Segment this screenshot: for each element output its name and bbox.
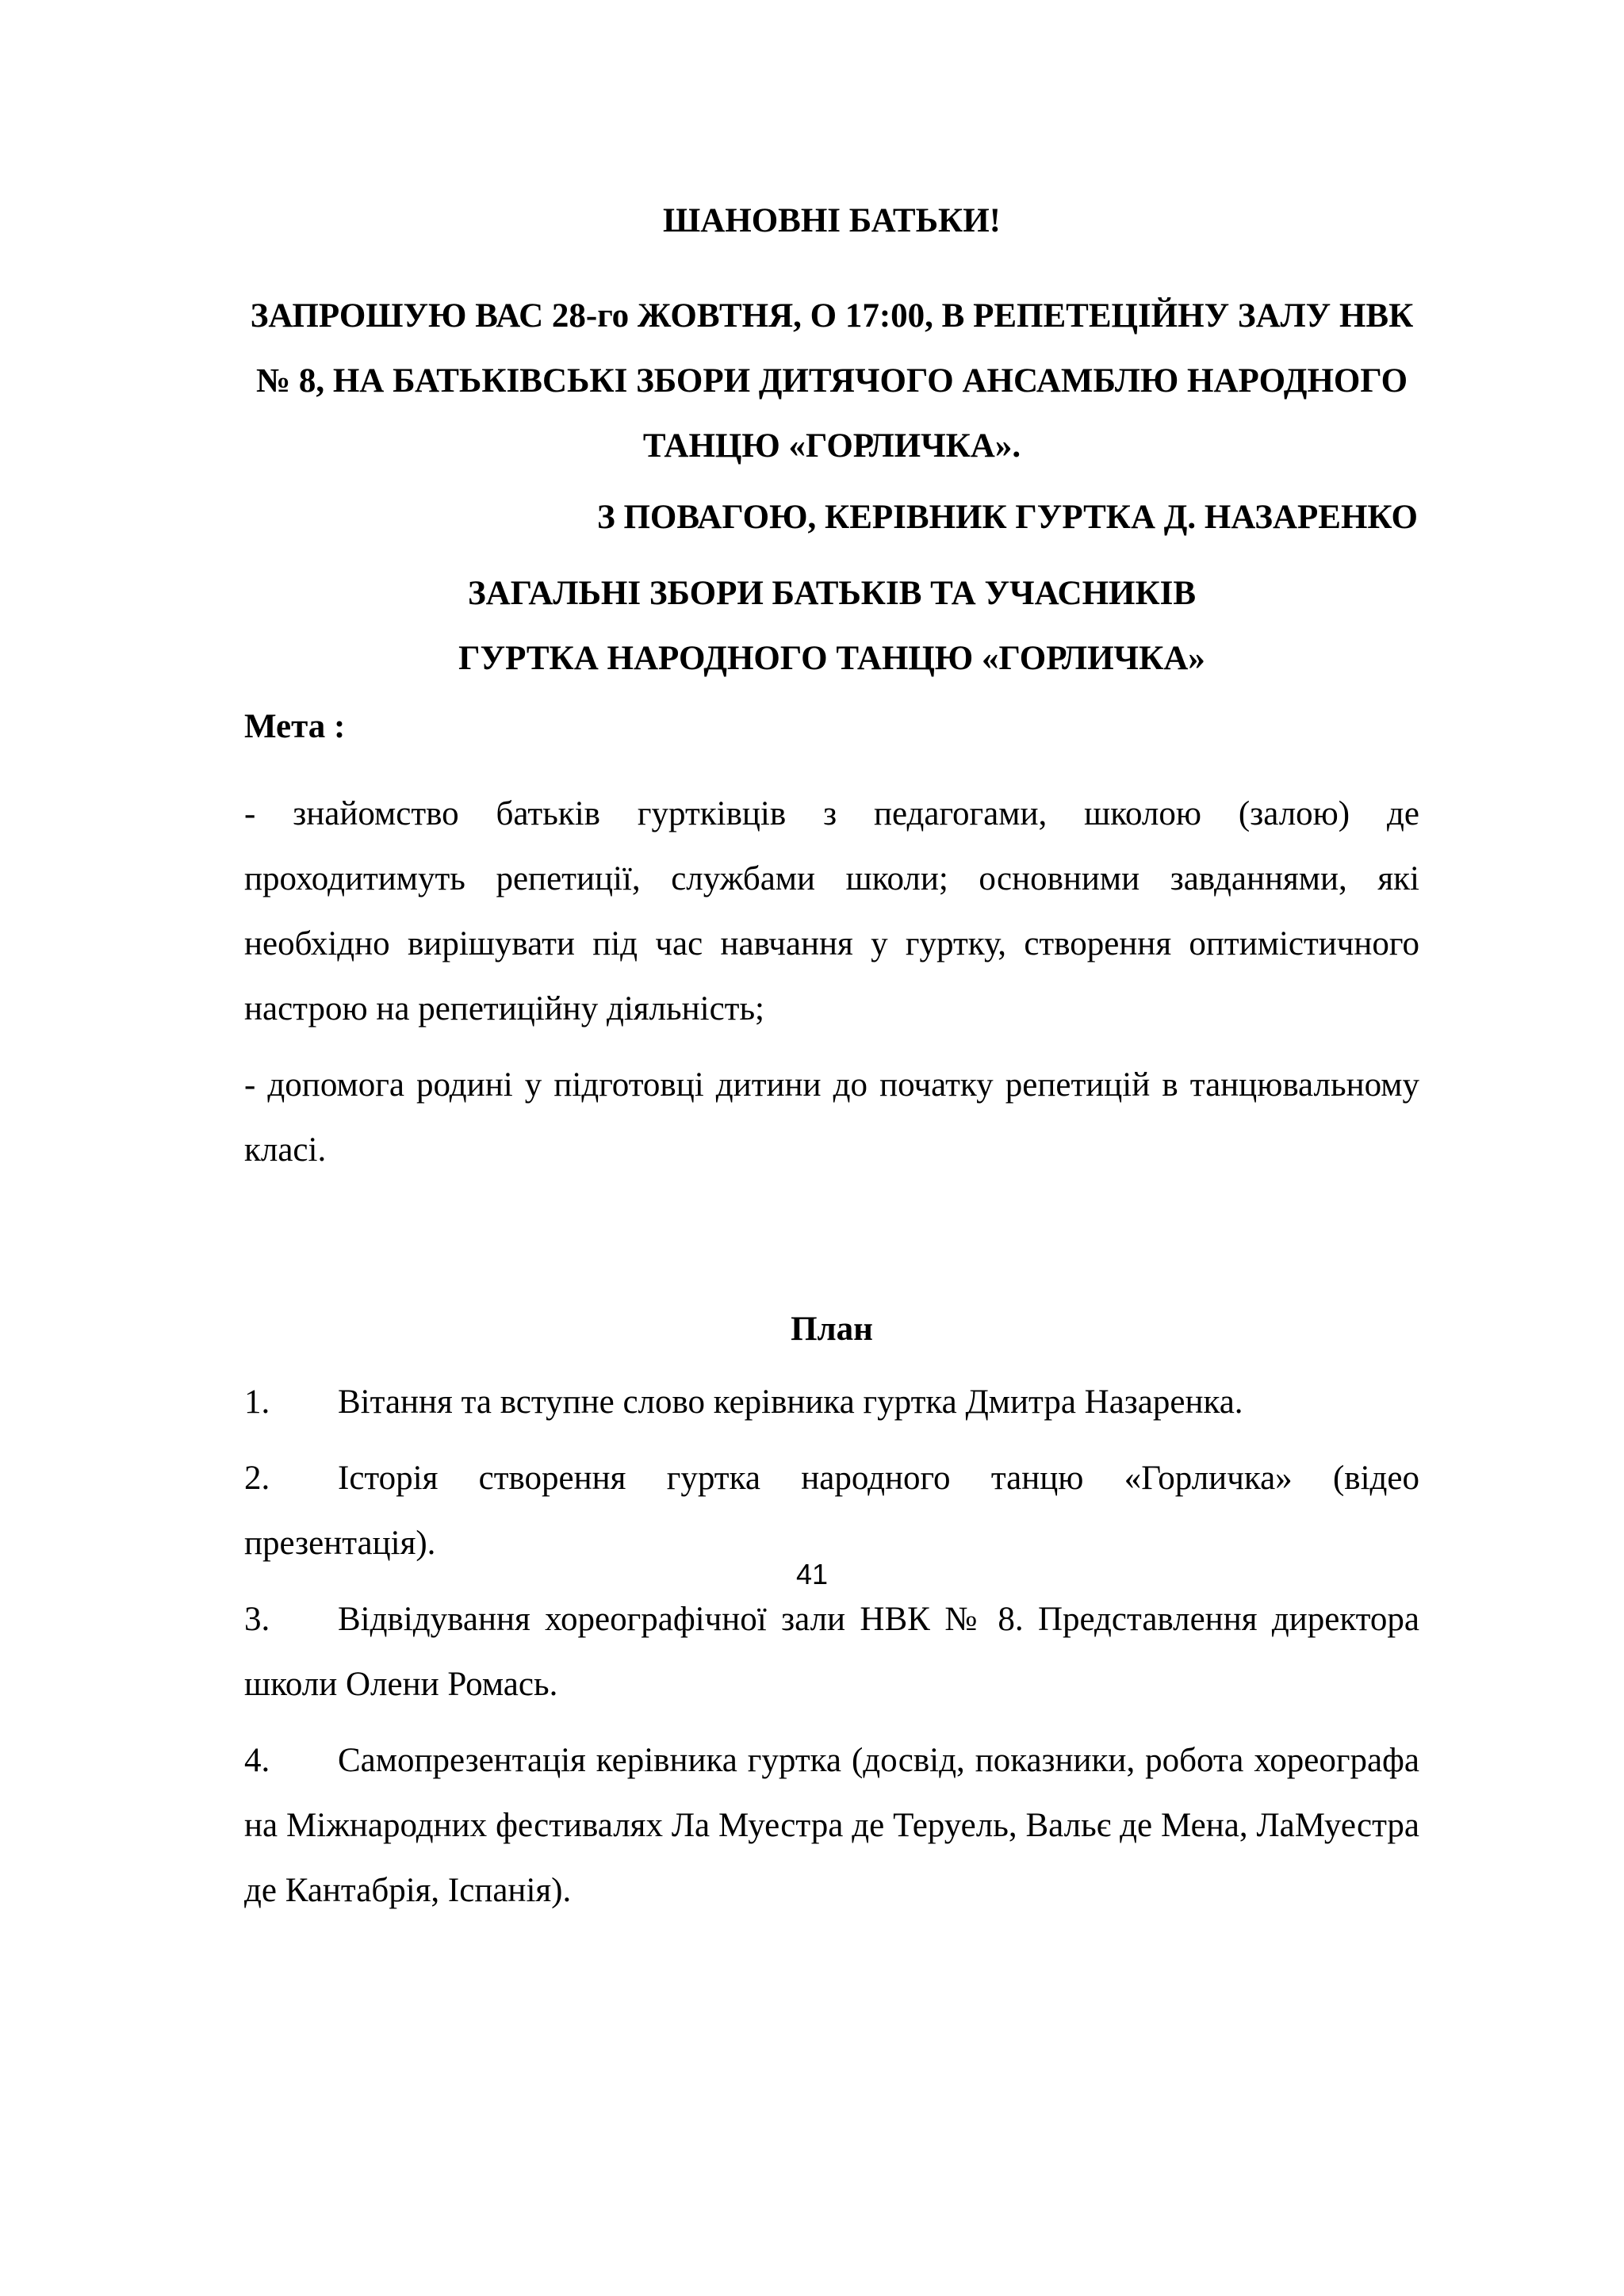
plan-item-number: 3. (244, 1601, 270, 1638)
plan-item-number: 4. (244, 1742, 270, 1779)
invitation-text: ЗАПРОШУЮ ВАС 28-го ЖОВТНЯ, О 17:00, В РЕПЕТЕЦІЙНУ ЗАЛУ НВК № 8, НА БАТЬКІВСЬКІ ЗБОРИ ДИТЯЧОГО АНСАМБЛЮ НАРОДНОГО ТАНЦЮ «ГОРЛИЧКА». (250, 297, 1414, 465)
plan-item-number: 2. (244, 1460, 270, 1497)
plan-item-text: Вітання та вступне слово керівника гуртка Дмитра Назаренка. (338, 1383, 1243, 1421)
plan-item-text: Самопрезентація керівника гуртка (досвід, показники, робота хореографа на Міжнародних фестивалях Ла Муестра де Теруель, Вальє де Мена, ЛаМуестра де Кантабрія, Іспанія). (244, 1742, 1419, 1909)
page-content (244, 189, 1419, 1934)
goal-item-2: - допомога родині у підготовці дитини до початку репетицій в танцювальному класі. (244, 1066, 1419, 1169)
plan-item-text: Відвідування хореографічної зали НВК № 8. Представлення директора школи Олени Ромась. (244, 1601, 1419, 1703)
plan-item-4 (244, 1728, 1419, 1923)
greeting-heading: ШАНОВНІ БАТЬКИ! (663, 202, 1001, 239)
page-number: 41 (795, 1558, 829, 1590)
plan-item-2 (244, 1446, 1419, 1576)
meeting-title-line-1: ЗАГАЛЬНІ ЗБОРИ БАТЬКІВ ТА УЧАСНИКІВ (467, 575, 1197, 612)
meeting-title (244, 561, 1419, 691)
signature-line: З ПОВАГОЮ, КЕРІВНИК ГУРТКА Д. НАЗАРЕНКО (597, 499, 1418, 536)
plan-heading: План (791, 1311, 873, 1348)
goal-item-1: - знайомство батьків гуртківців з педагогами, школою (залою) де проходитимуть репетиції, службами школи; основними завданнями, які необхідно вирішувати під час навчання у гуртку, створення оптимістичного настрою на репетиційну діяльність; (244, 795, 1419, 1027)
meeting-title-line-2: ГУРТКА НАРОДНОГО ТАНЦЮ «ГОРЛИЧКА» (458, 640, 1205, 677)
plan-item-3 (244, 1587, 1419, 1717)
plan-list (244, 1370, 1419, 1923)
goal-label: Мета : (244, 708, 346, 745)
plan-item-text: Історія створення гуртка народного танцю «Горличка» (відео презентація). (244, 1460, 1419, 1562)
goal-list (244, 782, 1419, 1183)
plan-item-1 (244, 1370, 1419, 1435)
plan-item-number: 1. (244, 1383, 270, 1421)
